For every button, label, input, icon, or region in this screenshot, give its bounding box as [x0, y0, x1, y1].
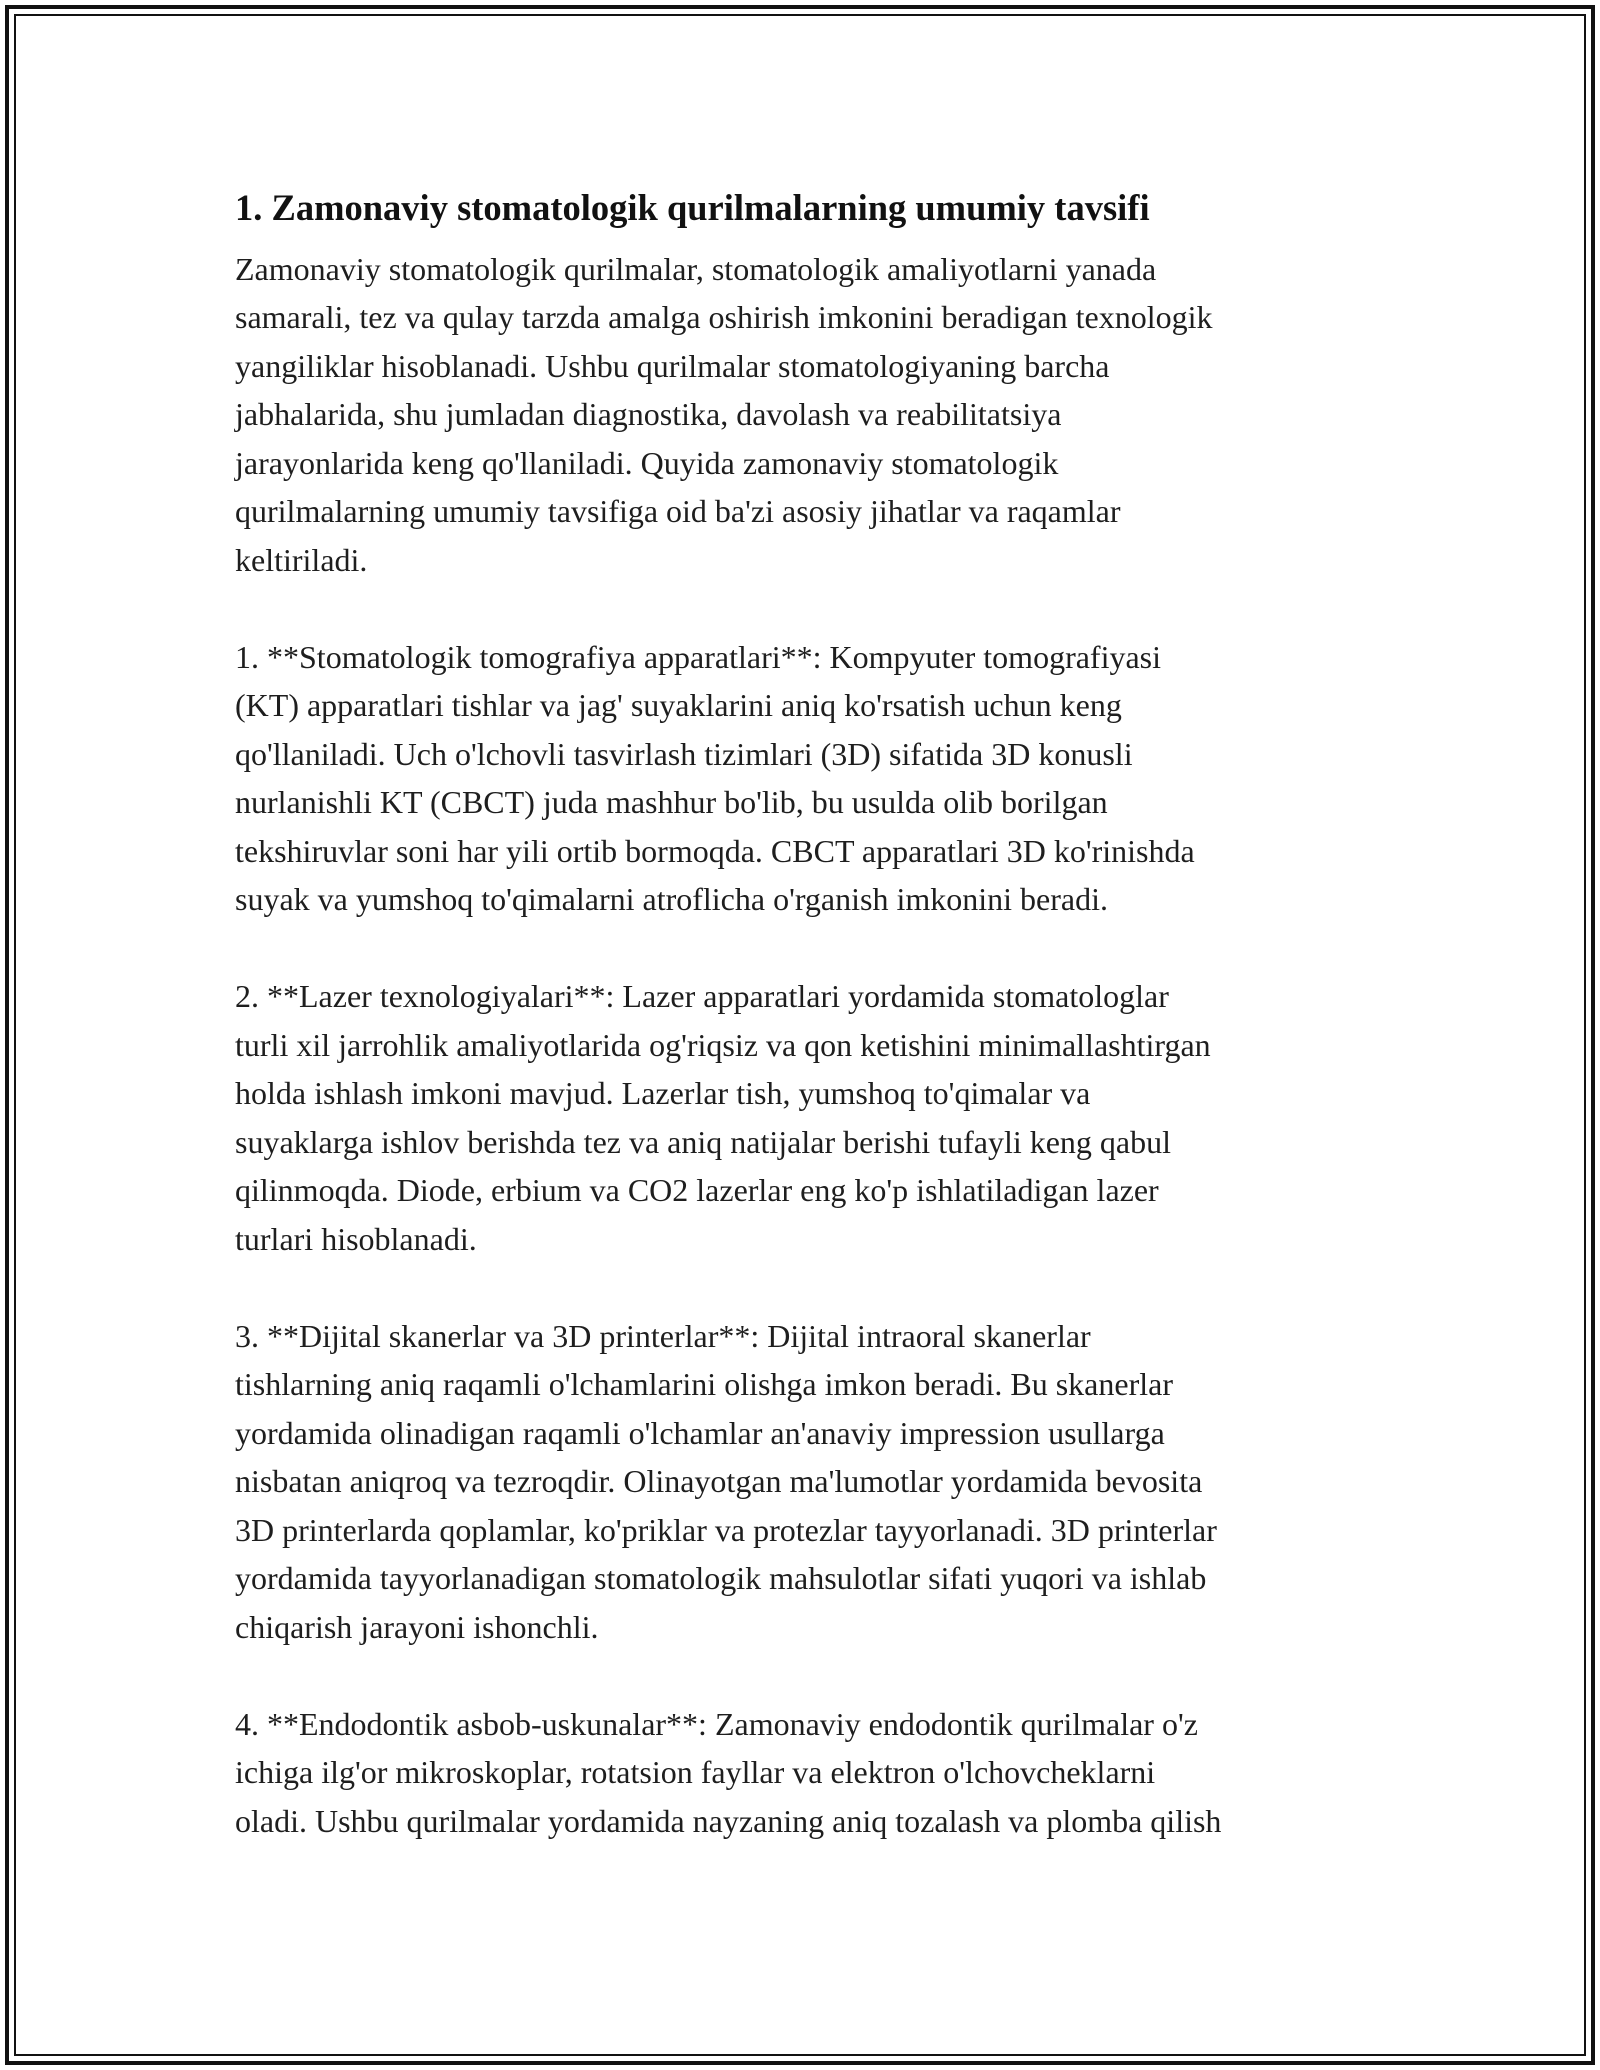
text-line: keltiriladi.: [235, 541, 368, 578]
list-item-endodontic: [235, 1700, 1375, 1846]
text-line: qilinmoqda. Diode, erbium va CO2 lazerlar eng ko'p ishlatiladigan lazer: [235, 1172, 1159, 1209]
list-item-laser: [235, 972, 1375, 1263]
text-line: Zamonaviy stomatologik qurilmalar, stomatologik amaliyotlarni yanada: [235, 250, 1157, 287]
text-line: qo'llaniladi. Uch o'lchovli tasvirlash tizimlari (3D) sifatida 3D konusli: [235, 735, 1133, 772]
text-line: nurlanishli KT (CBCT) juda mashhur bo'lib, bu usulda olib borilgan: [235, 784, 1108, 821]
document-body: [235, 185, 1375, 1894]
intro-paragraph: [235, 245, 1375, 585]
text-line: samarali, tez va qulay tarzda amalga oshirish imkonini beradigan texnologik: [235, 299, 1213, 336]
text-line: nisbatan aniqroq va tezroqdir. Olinayotgan ma'lumotlar yordamida bevosita: [235, 1463, 1203, 1500]
text-line: tekshiruvlar soni har yili ortib bormoqda. CBCT apparatlari 3D ko'rinishda: [235, 832, 1195, 869]
text-line: oladi. Ushbu qurilmalar yordamida nayzaning aniq tozalash va plomba qilish: [235, 1802, 1222, 1839]
text-line: suyaklarga ishlov berishda tez va aniq natijalar berishi tufayli keng qabul: [235, 1123, 1172, 1160]
text-line: yordamida tayyorlanadigan stomatologik mahsulotlar sifati yuqori va ishlab: [235, 1560, 1207, 1597]
text-line: (KT) apparatlari tishlar va jag' suyaklarini aniq ko'rsatish uchun keng: [235, 687, 1122, 724]
text-line: jarayonlarida keng qo'llaniladi. Quyida zamonaviy stomatologik: [235, 444, 1059, 481]
text-line: qurilmalarning umumiy tavsifiga oid ba'zi asosiy jihatlar va raqamlar: [235, 493, 1121, 530]
section-heading: 1. Zamonaviy stomatologik qurilmalarning umumiy tavsifi: [235, 187, 1150, 228]
text-line: yangiliklar hisoblanadi. Ushbu qurilmalar stomatologiyaning barcha: [235, 347, 1110, 384]
list-item-scanners: [235, 1312, 1375, 1652]
text-line: 4. **Endodontik asbob-uskunalar**: Zamonaviy endodontik qurilmalar o'z: [235, 1705, 1198, 1742]
text-line: holda ishlash imkoni mavjud. Lazerlar tish, yumshoq to'qimalar va: [235, 1075, 1091, 1112]
text-line: 3D printerlarda qoplamlar, ko'priklar va protezlar tayyorlanadi. 3D printerlar: [235, 1511, 1217, 1548]
text-line: 3. **Dijital skanerlar va 3D printerlar**: Dijital intraoral skanerlar: [235, 1317, 1091, 1354]
text-line: turlari hisoblanadi.: [235, 1220, 477, 1257]
text-line: ichiga ilg'or mikroskoplar, rotatsion fayllar va elektron o'lchovcheklarni: [235, 1754, 1156, 1791]
text-line: turli xil jarrohlik amaliyotlarida og'riqsiz va qon ketishini minimallashtirgan: [235, 1026, 1211, 1063]
list-item-tomography: [235, 633, 1375, 924]
text-line: yordamida olinadigan raqamli o'lchamlar an'anaviy impression usullarga: [235, 1414, 1165, 1451]
text-line: tishlarning aniq raqamli o'lchamlarini olishga imkon beradi. Bu skanerlar: [235, 1366, 1173, 1403]
text-line: chiqarish jarayoni ishonchli.: [235, 1608, 599, 1645]
text-line: 2. **Lazer texnologiyalari**: Lazer apparatlari yordamida stomatologlar: [235, 978, 1169, 1015]
text-line: jabhalarida, shu jumladan diagnostika, davolash va reabilitatsiya: [235, 396, 1062, 433]
text-line: suyak va yumshoq to'qimalarni atroflicha o'rganish imkonini beradi.: [235, 881, 1108, 918]
text-line: 1. **Stomatologik tomografiya apparatlari**: Kompyuter tomografiyasi: [235, 638, 1162, 675]
